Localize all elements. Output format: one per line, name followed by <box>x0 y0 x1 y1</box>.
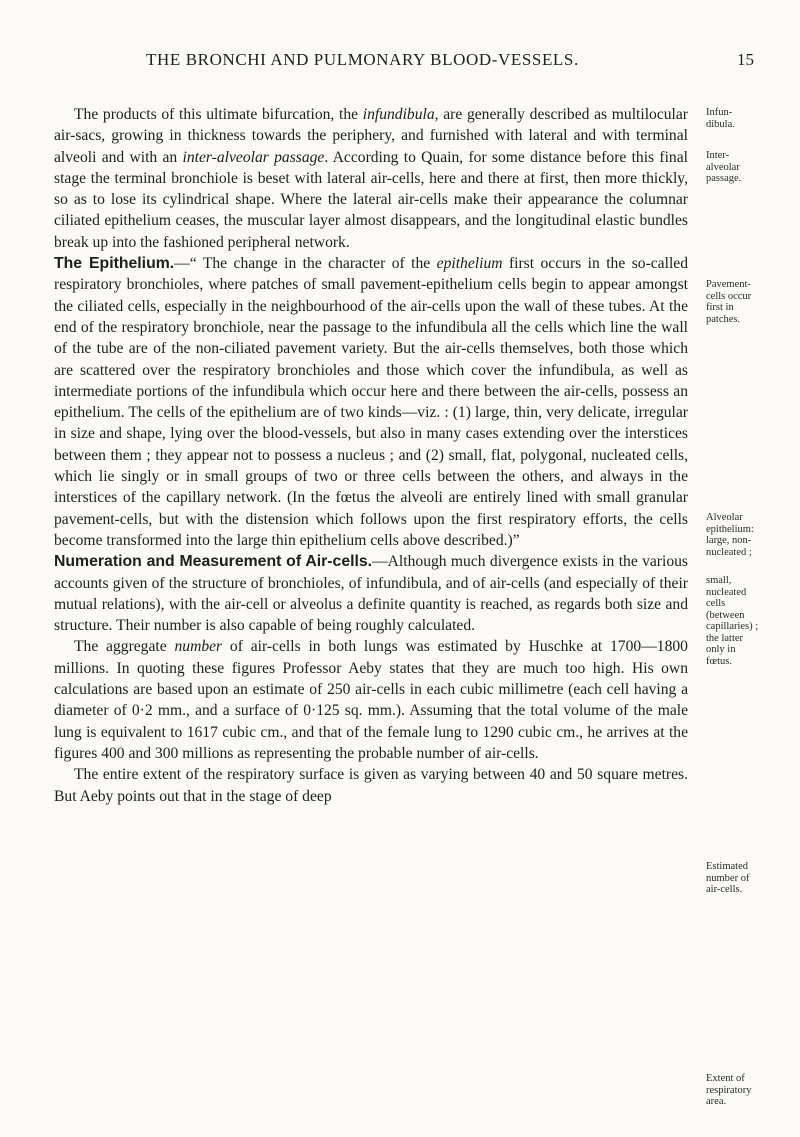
text-run: . According to Quain, for some distance before this final stage the terminal bronchiole is beset with lateral air-cells, here and there at first, then more thickly, so as to lose its cylindrical shape. Where the lateral air-cells make their appearance the columnar ciliated epithelium ceases, the muscular layer almost disappears, and the longitudinal elastic bundles break up into the fashioned peripheral network. <box>54 148 688 251</box>
paragraph-number-of-air-cells <box>54 636 688 764</box>
text-run: The products of this ultimate bifurcation, the <box>74 106 363 123</box>
paragraph-numeration <box>54 551 688 636</box>
term-inter-alveolar-passage: inter-alveolar passage <box>182 148 325 166</box>
section-heading-numeration: Numeration and Measurement of Air-cells. <box>54 553 373 571</box>
paragraph-respiratory-surface <box>54 764 688 807</box>
text-run: —Although much divergence exists in the various accounts given of the structure of bronchioles, of infundibula, and of air-cells (and especially of their mutual relations), with the air-cell or alveolus a definite quantity is reached, as regards both size and structure. Their number is also capable of being roughly calculated. <box>54 553 688 635</box>
text-run: , are generally described as multilocular air-sacs, growing in thickness towards the periphery, and furnished with lateral and with terminal alveoli and with an <box>54 106 688 166</box>
margin-note: Pavement- cells occur first in patches. <box>706 279 752 325</box>
body-text <box>54 104 688 807</box>
text-run: first occurs in the so-called respiratory bronchioles, where patches of small pavement-epithelium cells begin to appear amongst the ciliated cells, especially in the neighbourhood of the air-cells upon the wall of these tubes. At the end of the respiratory bronchiole, near the passage to the infundibula all the cells which line the wall of the tube are of the non-ciliated pavement variety. But the air-cells themselves, both those which are scattered over the respiratory bronchioles and those which cover the infundibula, as well as intermediate portions of the infundibula which occur here and there between the air-cells, possess an epithelium. The cells of the epithelium are of two kinds—viz. : (1) large, thin, very delicate, irregular in size and shape, lying over the blood-vessels, but also in many cases extending over the interstices between them ; they appear not to possess a nucleus ; and (2) small, flat, polygonal, nucleated cells, which lie singly or in small groups of two or three cells between the others, and always in the interstices of the capillary network. (In the fœtus the alveoli are entirely lined with small granular pavement-cells, but with the distension which follows upon the first respiratory efforts, the cells become transformed into the large thin epithelium cells above described.)” <box>54 255 688 549</box>
running-title: THE BRONCHI AND PULMONARY BLOOD-VESSELS. <box>146 50 579 69</box>
text-run: of air-cells in both lungs was estimated by Huschke at 1700—1800 millions. In quoting these figures Professor Aeby states that they are much too high. His own calculations are based upon an estimate of 250 air-cells in each cubic millimetre (each cell having a diameter of 0·2 mm., and a surface of 0·125 sq. mm.). Assuming that the total volume of the male lung is equivalent to 1617 cubic cm., and that of the female lung to 1290 cubic cm., he arrives at the figures 400 and 300 millions as representing the probable number of air-cells. <box>54 638 688 762</box>
term-infundibula: infundibula <box>362 106 435 123</box>
term-number: number <box>174 638 223 656</box>
page-number: 15 <box>737 50 754 69</box>
page-header <box>54 50 754 74</box>
text-run: The aggregate <box>74 638 175 656</box>
margin-note: Inter- alveolar passage. <box>706 150 742 184</box>
margin-note: Infun- dibula. <box>706 107 735 130</box>
margin-note: small, nucleated cells (between capillaries) ; the latter only in fœtus. <box>706 575 759 667</box>
section-heading-epithelium: The Epithelium. <box>54 255 175 273</box>
margin-note: Estimated number of air-cells. <box>706 861 750 895</box>
text-run: —“ The change in the character of the <box>174 255 437 273</box>
margin-note: Alveolar epithelium: large, non- nucleated ; <box>706 512 754 558</box>
paragraph-epithelium <box>54 253 688 551</box>
term-epithelium: epithelium <box>436 255 503 273</box>
margin-note: Extent of respiratory area. <box>706 1073 752 1107</box>
paragraph-infundibula <box>54 104 688 253</box>
text-run: The entire extent of the respiratory surface is given as varying between 40 and 50 square metres. But Aeby points out that in the stage of deep <box>54 766 688 805</box>
